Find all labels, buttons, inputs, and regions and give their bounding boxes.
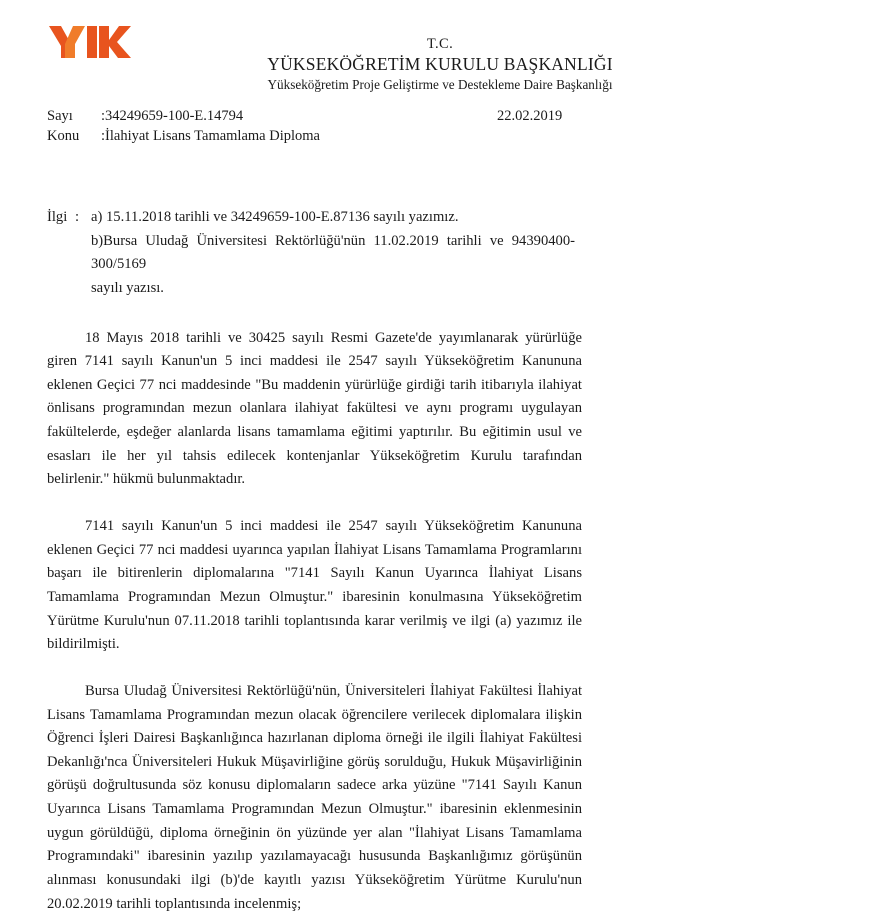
ilgi-label: İlgi xyxy=(47,209,68,225)
ilgi-text-a: 15.11.2018 tarihli ve 34249659-100-E.87136 sayılı yazımız. xyxy=(106,209,459,225)
ilgi-text-b-cont: sayılı yazısı. xyxy=(91,279,164,296)
list-item xyxy=(75,206,575,230)
list-item xyxy=(75,277,575,301)
header-title-block xyxy=(0,36,880,92)
ilgi-marker-a: a) xyxy=(91,209,103,225)
konu-label: Konu xyxy=(47,128,80,144)
document-body xyxy=(47,206,582,916)
konu-row xyxy=(47,128,320,145)
ilgi-block xyxy=(47,206,582,301)
document-date: 22.02.2019 xyxy=(497,108,563,124)
ilgi-items xyxy=(75,206,575,301)
tc-line: T.C. xyxy=(426,36,454,52)
konu-value: :İlahiyat Lisans Tamamlama Diploma xyxy=(101,128,320,144)
organization-name: YÜKSEKÖĞRETİM KURULU BAŞKANLIĞI xyxy=(267,54,613,75)
document-meta xyxy=(0,108,880,154)
paragraph-1: 18 Mayıs 2018 tarihli ve 30425 sayılı Resmi Gazete'de yayımlanarak yürürlüğe giren 7141 sayılı Kanun'un 5 inci maddesi ile 2547 sayılı Yükseköğretim Kanununa eklenen Geçici 77 nci maddesinde "Bu maddenin yürürlüğe girdiği tarih itibarıyla ilahiyat önlisans programından mezun olanlara ilahiyat fakültesi ve aynı programı uygulayan fakültelerde, eşdeğer alanlarda lisans tamamlama eğitimi yaptırılır. Bu eğitimin usul ve esasları ile her yıl tahsis edilecek kontenjanlar Yükseköğretim Kurulu tarafından belirlenir." hükmü bulunmaktadır. xyxy=(47,329,582,488)
paragraph-3: Bursa Uludağ Üniversitesi Rektörlüğü'nün, Üniversiteleri İlahiyat Fakültesi İlahiyat Lisans Tamamlama Programından mezun olacak öğrencilere verilecek diplomalara ilişkin Öğrenci İşleri Dairesi Başkanlığınca hazırlanan diploma örneği ile ilgili İlahiyat Fakültesi Dekanlığı'nca Üniversiteleri Hukuk Müşavirliğine görüş sorulduğu, Hukuk Müşavirliğinin görüşü doğrultusunda söz konusu diplomaların sadece arka yüzüne "7141 Sayılı Kanun Uyarınca Lisans Tamamlama Programından Mezun Olmuştur." ibaresinin eklenmesinin uygun görüldüğü, diploma örneğinin ön yüzünde yer alan "İlahiyat Lisans Tamamlama Programındaki" ibaresinin yazılıp yazılamayacağı hususunda Başkanlığımız görüşünün alınması konusundaki ilgi (b)'de kayıtlı yazısı Yükseköğretim Yürütme Kurulu'nun 20.02.2019 tarihli toplantısında incelenmiş; xyxy=(47,682,582,912)
sayi-row xyxy=(47,108,243,125)
ilgi-colon: : xyxy=(75,209,80,225)
department-name: Yükseköğretim Proje Geliştirme ve Destekleme Daire Başkanlığı xyxy=(267,76,613,92)
ilgi-text-b: Bursa Uludağ Üniversitesi Rektörlüğü'nün 11.02.2019 tarihli ve 94390400-300/5169 xyxy=(91,232,575,273)
sayi-value: :34249659-100-E.14794 xyxy=(101,108,244,124)
document-header xyxy=(0,0,880,96)
paragraph-2: 7141 sayılı Kanun'un 5 inci maddesi ile 2547 sayılı Yükseköğretim Kanununa eklenen Geçici 77 nci maddesi uyarınca yapılan İlahiyat Lisans Tamamlama Programlarını başarı ile bitirenlerin diplomalarına "7141 Sayılı Kanun Uyarınca İlahiyat Lisans Tamamlama Programından Mezun Olmuştur." ibaresinin konulmasına Yükseköğretim Yürütme Kurulu'nun 07.11.2018 tarihli toplantısında karar verilmiş ve ilgi (a) yazımız ile bildirilmişti. xyxy=(47,518,582,653)
sayi-label: Sayı xyxy=(47,108,73,124)
list-item xyxy=(75,230,575,277)
ilgi-marker-b: b) xyxy=(91,232,104,249)
